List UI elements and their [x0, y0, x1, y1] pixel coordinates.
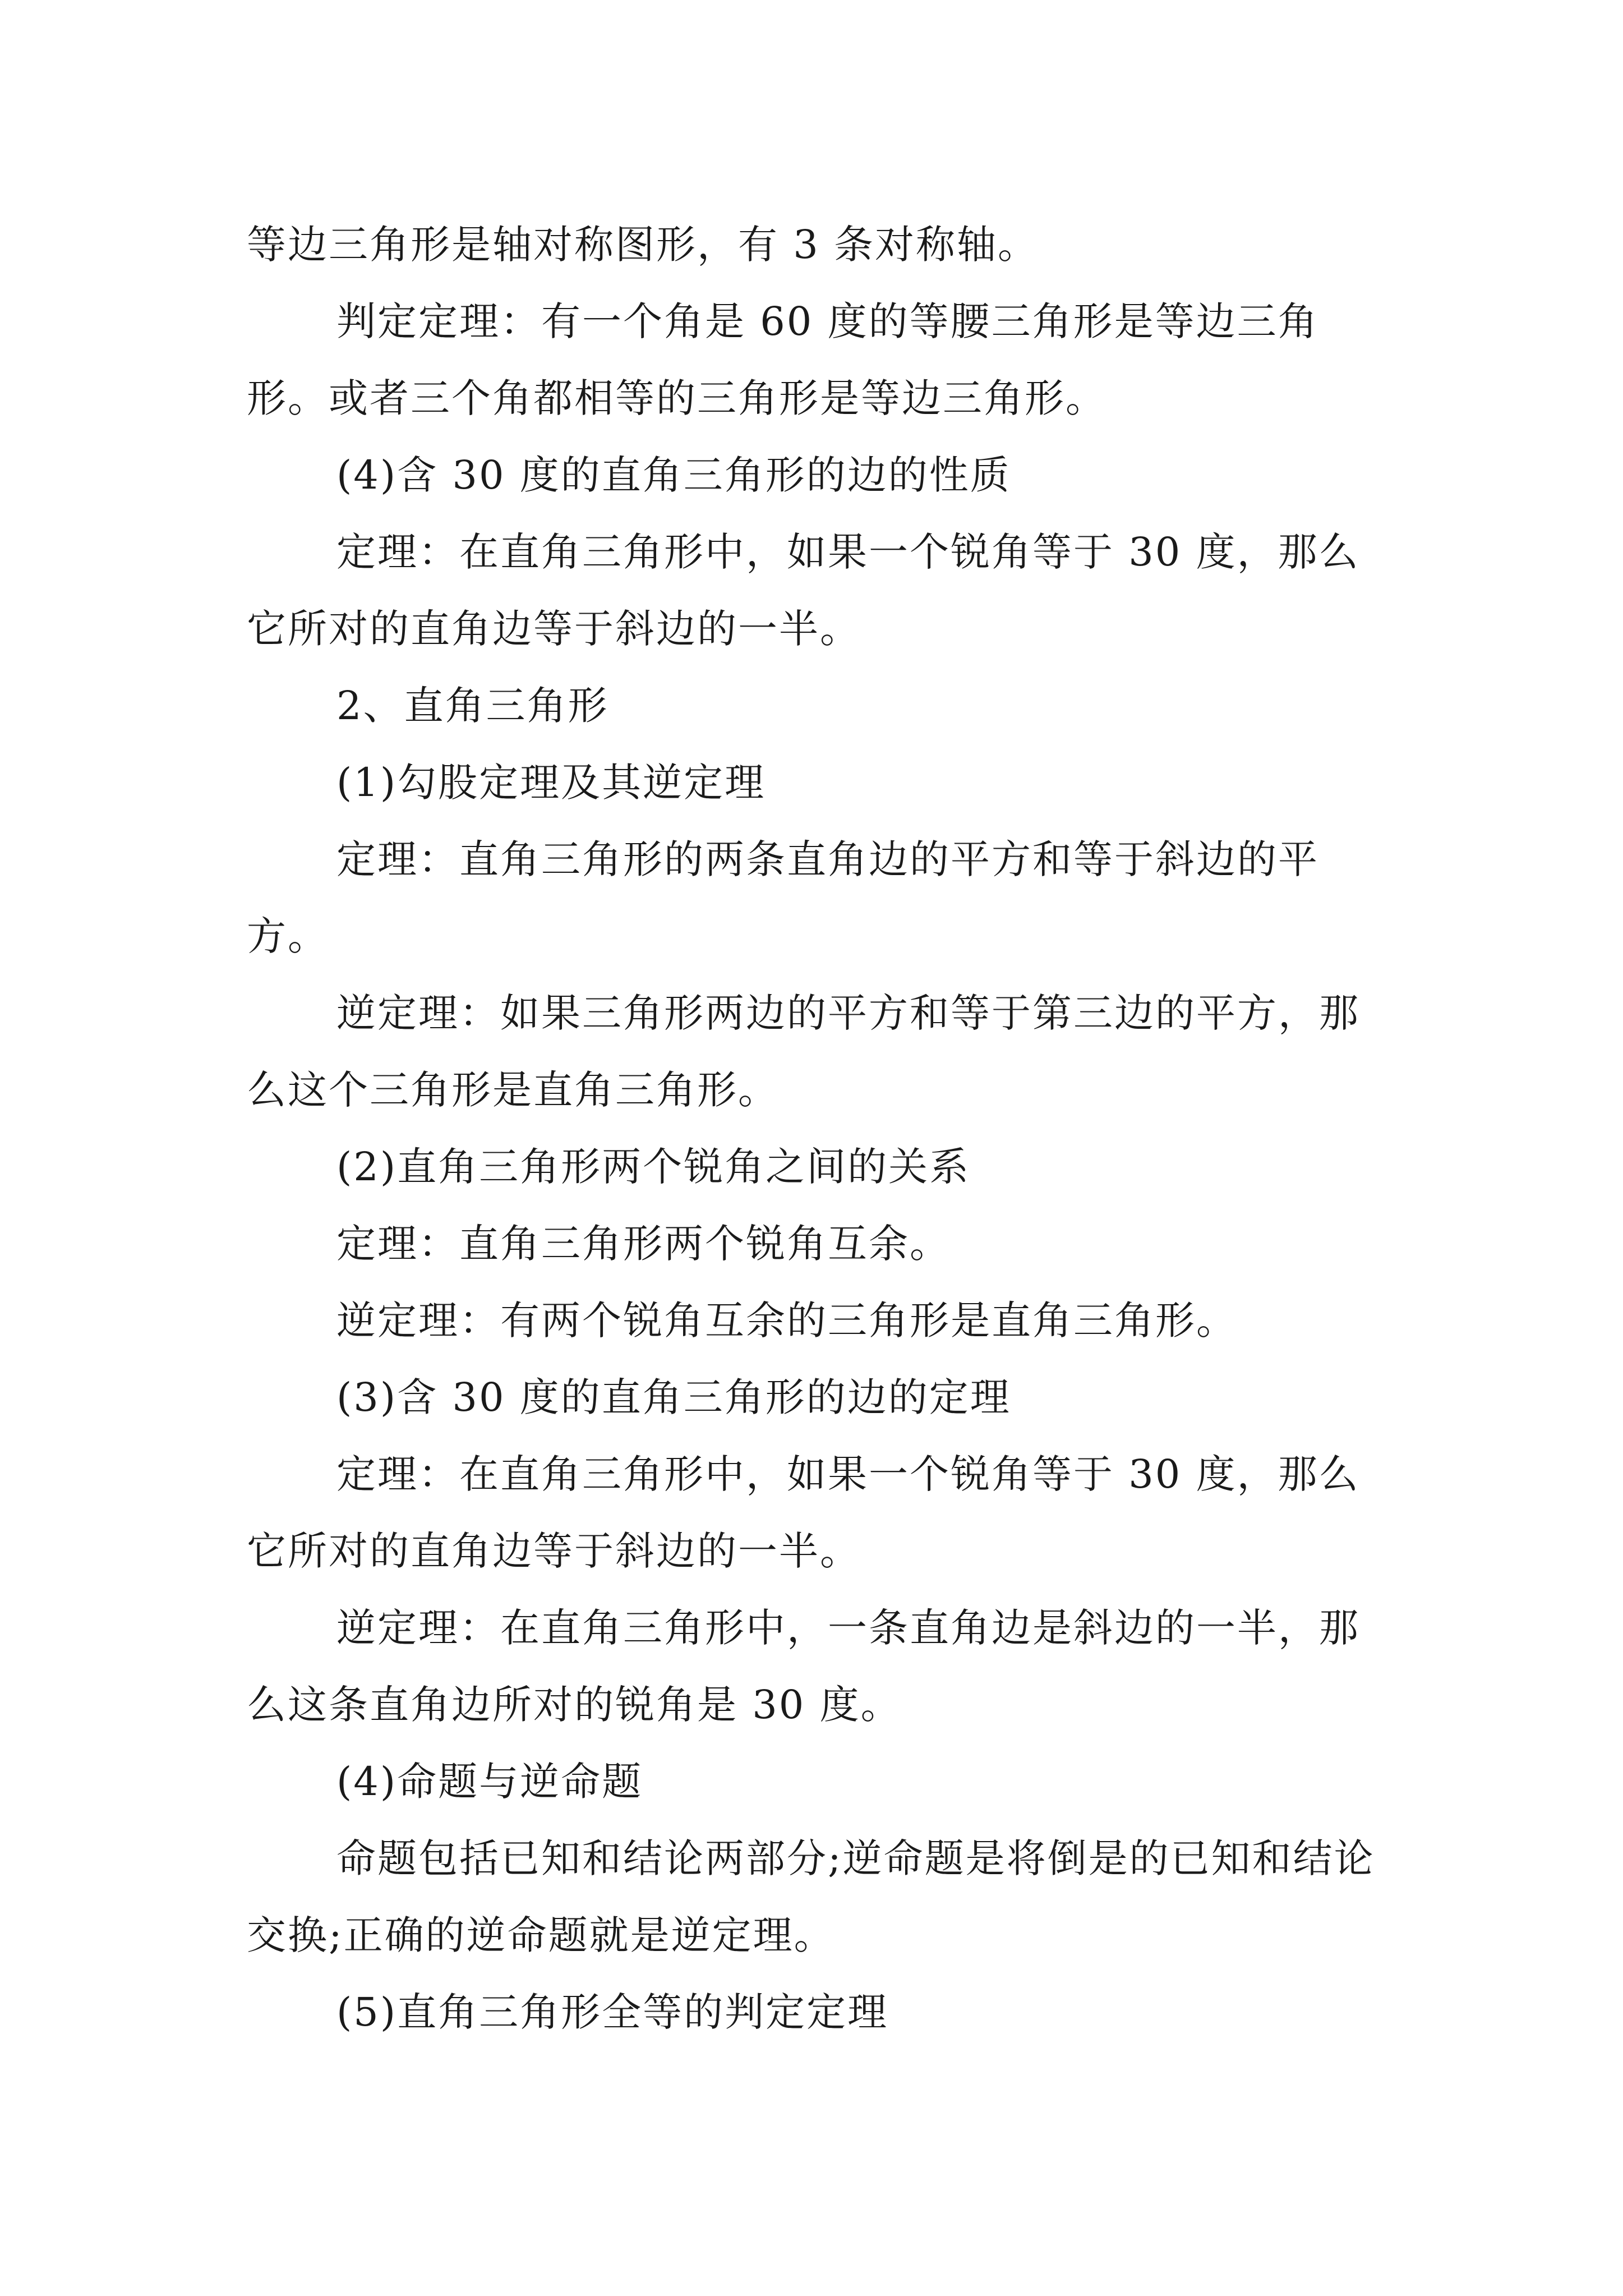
- paragraph-equilateral-symmetry: 等边三角形是轴对称图形，有 3 条对称轴。: [247, 222, 1039, 268]
- paragraph-acute-angles-theorem: 定理：直角三角形两个锐角互余。: [336, 1221, 951, 1267]
- paragraph-30-degree-theorem: 定理：在直角三角形中，如果一个锐角等于 30 度，那么它所对的直角边等于斜边的一半。: [247, 529, 1360, 652]
- heading-acute-angles: (2)直角三角形两个锐角之间的关系: [336, 1144, 971, 1190]
- heading-30-degree-property: (4)含 30 度的直角三角形的边的性质: [336, 452, 1011, 498]
- heading-propositions: (4)命题与逆命题: [336, 1759, 643, 1805]
- paragraph-pythagorean-converse: 逆定理：如果三角形两边的平方和等于第三边的平方，那么这个三角形是直角三角形。: [247, 990, 1360, 1113]
- paragraph-pythagorean-theorem: 定理：直角三角形的两条直角边的平方和等于斜边的平方。: [247, 836, 1319, 959]
- document-body: [247, 206, 1385, 2051]
- section-heading-right-triangle: 2、直角三角形: [336, 683, 609, 729]
- heading-30-degree-theorem: (3)含 30 度的直角三角形的边的定理: [336, 1374, 1011, 1420]
- paragraph-30-degree-theorem-2: 定理：在直角三角形中，如果一个锐角等于 30 度，那么它所对的直角边等于斜边的一半。: [247, 1451, 1360, 1574]
- paragraph-acute-angles-converse: 逆定理：有两个锐角互余的三角形是直角三角形。: [336, 1297, 1237, 1343]
- heading-congruence: (5)直角三角形全等的判定定理: [336, 1989, 889, 2035]
- paragraph-30-degree-converse: 逆定理：在直角三角形中，一条直角边是斜边的一半，那么这条直角边所对的锐角是 30 度。: [247, 1605, 1360, 1728]
- paragraph-propositions: 命题包括已知和结论两部分;逆命题是将倒是的已知和结论交换;正确的逆命题就是逆定理。: [247, 1835, 1375, 1958]
- heading-pythagorean: (1)勾股定理及其逆定理: [336, 760, 766, 806]
- paragraph-equilateral-criterion: 判定定理：有一个角是 60 度的等腰三角形是等边三角形。或者三个角都相等的三角形是等边三角形。: [247, 298, 1319, 421]
